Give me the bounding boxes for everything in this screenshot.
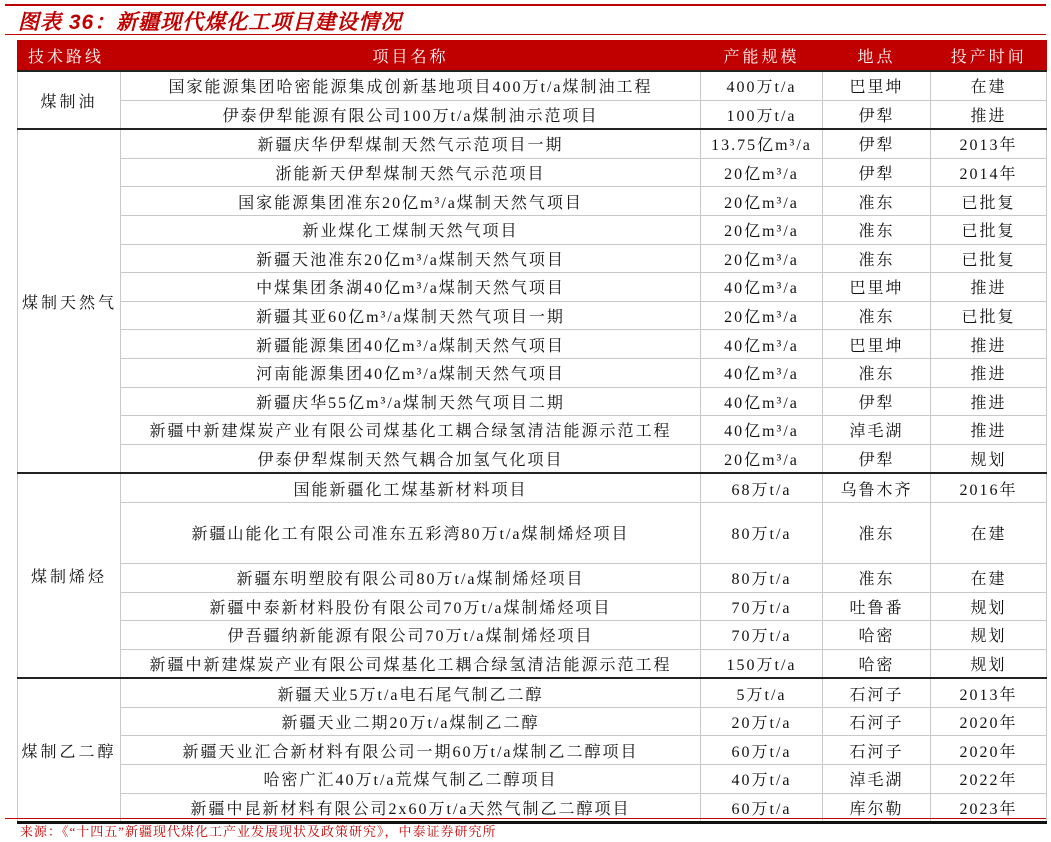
capacity-cell: 20亿m³/a [701,215,823,244]
project-name-cell: 伊泰伊犁能源有限公司100万t/a煤制油示范项目 [121,100,701,129]
location-cell: 伊犁 [823,100,931,129]
capacity-cell: 20亿m³/a [701,187,823,216]
start-time-cell: 2016年 [931,473,1047,502]
table-row [18,215,1047,244]
project-name-cell: 伊吾疆纳新能源有限公司70万t/a煤制烯烃项目 [121,621,701,650]
location-cell: 淖毛湖 [823,416,931,445]
project-name-cell: 浙能新天伊犁煤制天然气示范项目 [121,158,701,187]
capacity-cell: 100万t/a [701,100,823,129]
table-row [18,358,1047,387]
capacity-cell: 20亿m³/a [701,158,823,187]
project-name-cell: 新疆能源集团40亿m³/a煤制天然气项目 [121,330,701,359]
start-time-cell: 规划 [931,444,1047,473]
route-cell: 煤制烯烃 [18,473,121,678]
table-row [18,649,1047,678]
project-name-cell: 国家能源集团哈密能源集成创新基地项目400万t/a煤制油工程 [121,71,701,100]
project-name-cell: 新疆庆华伊犁煤制天然气示范项目一期 [121,129,701,158]
start-time-cell: 推进 [931,273,1047,302]
location-cell: 伊犁 [823,444,931,473]
table-row [18,244,1047,273]
capacity-cell: 70万t/a [701,621,823,650]
location-cell: 哈密 [823,649,931,678]
capacity-cell: 20亿m³/a [701,301,823,330]
project-name-cell: 国家能源集团准东20亿m³/a煤制天然气项目 [121,187,701,216]
route-cell: 煤制乙二醇 [18,678,121,822]
location-cell: 石河子 [823,707,931,736]
source-note: 来源：《“十四五”新疆现代煤化工产业发展现状及政策研究》，中泰证券研究所 [20,824,497,839]
capacity-cell: 80万t/a [701,563,823,592]
table-row [18,765,1047,794]
table-row [18,444,1047,473]
start-time-cell: 2020年 [931,736,1047,765]
project-name-cell: 新疆天池准东20亿m³/a煤制天然气项目 [121,244,701,273]
start-time-cell: 2022年 [931,765,1047,794]
capacity-cell: 5万t/a [701,678,823,707]
start-time-cell: 推进 [931,387,1047,416]
project-table [17,40,1047,824]
capacity-cell: 70万t/a [701,592,823,621]
capacity-cell: 400万t/a [701,71,823,100]
start-time-cell: 规划 [931,649,1047,678]
route-cell: 煤制天然气 [18,129,121,473]
table-row [18,187,1047,216]
start-time-cell: 已批复 [931,187,1047,216]
capacity-cell: 20亿m³/a [701,444,823,473]
table-row [18,330,1047,359]
start-time-cell: 推进 [931,330,1047,359]
project-name-cell: 新疆其亚60亿m³/a煤制天然气项目一期 [121,301,701,330]
start-time-cell: 2023年 [931,793,1047,823]
table-row [18,100,1047,129]
capacity-cell: 150万t/a [701,649,823,678]
location-cell: 准东 [823,187,931,216]
project-name-cell: 新疆天业5万t/a电石尾气制乙二醇 [121,678,701,707]
location-cell: 准东 [823,301,931,330]
location-cell: 伊犁 [823,129,931,158]
route-cell: 煤制油 [18,71,121,129]
table-row [18,416,1047,445]
project-name-cell: 新疆中泰新材料股份有限公司70万t/a煤制烯烃项目 [121,592,701,621]
location-cell: 伊犁 [823,158,931,187]
table-row [18,387,1047,416]
project-name-cell: 新疆山能化工有限公司准东五彩湾80万t/a煤制烯烃项目 [121,502,701,563]
location-cell: 库尔勒 [823,793,931,823]
capacity-cell: 40亿m³/a [701,416,823,445]
table-row [18,592,1047,621]
table-row [18,563,1047,592]
capacity-cell: 68万t/a [701,473,823,502]
table-row [18,736,1047,765]
capacity-cell: 40亿m³/a [701,387,823,416]
start-time-cell: 2013年 [931,678,1047,707]
table-row [18,678,1047,707]
project-name-cell: 伊泰伊犁煤制天然气耦合加氢气化项目 [121,444,701,473]
project-name-cell: 河南能源集团40亿m³/a煤制天然气项目 [121,358,701,387]
start-time-cell: 已批复 [931,215,1047,244]
start-time-cell: 规划 [931,592,1047,621]
capacity-cell: 40亿m³/a [701,330,823,359]
location-cell: 吐鲁番 [823,592,931,621]
capacity-cell: 20亿m³/a [701,244,823,273]
project-name-cell: 哈密广汇40万t/a荒煤气制乙二醇项目 [121,765,701,794]
capacity-cell: 60万t/a [701,736,823,765]
location-cell: 淖毛湖 [823,765,931,794]
start-time-cell: 已批复 [931,244,1047,273]
table-row [18,158,1047,187]
location-cell: 准东 [823,244,931,273]
location-cell: 乌鲁木齐 [823,473,931,502]
header-project: 项目名称 [121,40,701,71]
location-cell: 准东 [823,563,931,592]
header-route: 技术路线 [18,40,121,71]
table-row [18,273,1047,302]
start-time-cell: 2014年 [931,158,1047,187]
location-cell: 哈密 [823,621,931,650]
header-capacity: 产能规模 [701,40,823,71]
project-name-cell: 新疆中新建煤炭产业有限公司煤基化工耦合绿氢清洁能源示范工程 [121,416,701,445]
project-name-cell: 新疆庆华55亿m³/a煤制天然气项目二期 [121,387,701,416]
location-cell: 准东 [823,502,931,563]
start-time-cell: 2020年 [931,707,1047,736]
figure-title: 图表 36：新疆现代煤化工项目建设情况 [18,11,403,34]
table-row [18,301,1047,330]
start-time-cell: 在建 [931,563,1047,592]
start-time-cell: 在建 [931,502,1047,563]
location-cell: 准东 [823,215,931,244]
project-name-cell: 国能新疆化工煤基新材料项目 [121,473,701,502]
start-time-cell: 推进 [931,100,1047,129]
capacity-cell: 40亿m³/a [701,358,823,387]
location-cell: 巴里坤 [823,273,931,302]
capacity-cell: 40万t/a [701,765,823,794]
project-name-cell: 新疆天业汇合新材料有限公司一期60万t/a煤制乙二醇项目 [121,736,701,765]
table-row [18,129,1047,158]
project-name-cell: 新业煤化工煤制天然气项目 [121,215,701,244]
project-name-cell: 中煤集团条湖40亿m³/a煤制天然气项目 [121,273,701,302]
start-time-cell: 2013年 [931,129,1047,158]
project-name-cell: 新疆中昆新材料有限公司2x60万t/a天然气制乙二醇项目 [121,793,701,823]
table-row [18,71,1047,100]
header-start: 投产时间 [931,40,1047,71]
start-time-cell: 规划 [931,621,1047,650]
location-cell: 巴里坤 [823,71,931,100]
title-rule [5,34,1046,35]
start-time-cell: 已批复 [931,301,1047,330]
source-rule [5,818,1046,819]
capacity-cell: 40亿m³/a [701,273,823,302]
capacity-cell: 13.75亿m³/a [701,129,823,158]
project-name-cell: 新疆东明塑胶有限公司80万t/a煤制烯烃项目 [121,563,701,592]
capacity-cell: 60万t/a [701,793,823,823]
location-cell: 准东 [823,358,931,387]
capacity-cell: 20万t/a [701,707,823,736]
table-row [18,502,1047,563]
start-time-cell: 推进 [931,358,1047,387]
capacity-cell: 80万t/a [701,502,823,563]
table-row [18,473,1047,502]
project-name-cell: 新疆中新建煤炭产业有限公司煤基化工耦合绿氢清洁能源示范工程 [121,649,701,678]
location-cell: 石河子 [823,736,931,765]
start-time-cell: 在建 [931,71,1047,100]
location-cell: 伊犁 [823,387,931,416]
project-name-cell: 新疆天业二期20万t/a煤制乙二醇 [121,707,701,736]
header-location: 地点 [823,40,931,71]
table-row [18,707,1047,736]
location-cell: 石河子 [823,678,931,707]
table-header [18,40,1047,71]
location-cell: 巴里坤 [823,330,931,359]
table-row [18,621,1047,650]
start-time-cell: 推进 [931,416,1047,445]
